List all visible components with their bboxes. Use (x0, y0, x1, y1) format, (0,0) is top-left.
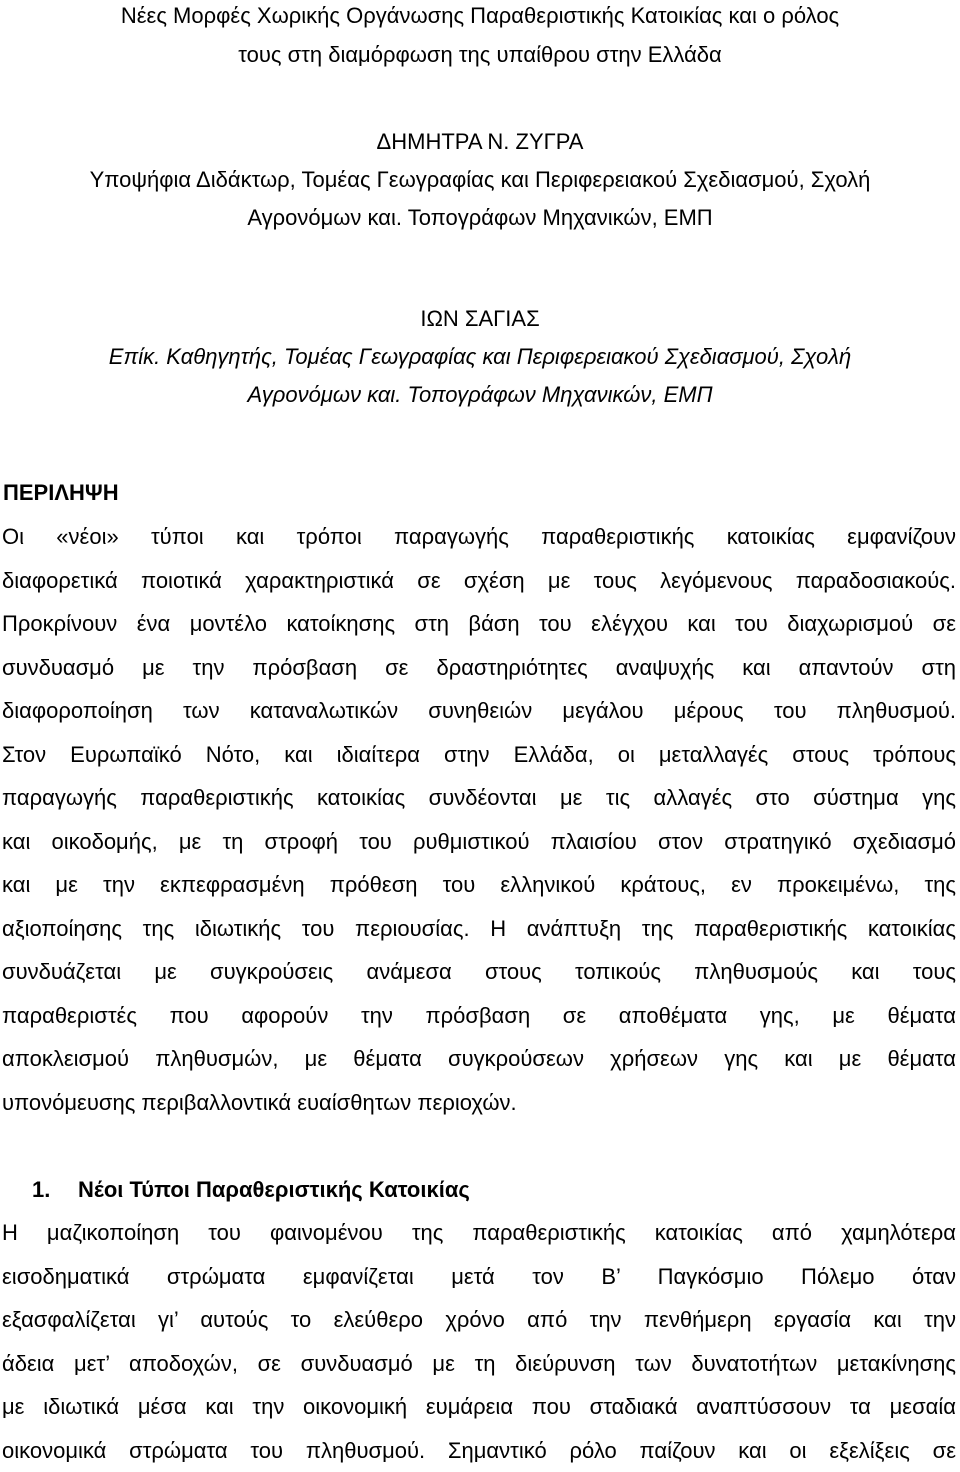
text-line: εισοδηματικά στρώματα εμφανίζεται μετά τον Β’ Παγκόσμιο Πόλεμο όταν (2, 1255, 956, 1299)
text-line: Η μαζικοποίηση του φαινομένου της παραθεριστικής κατοικίας από χαμηλότερα (2, 1211, 956, 1255)
abstract-heading: ΠΕΡΙΛΗΨΗ (3, 474, 119, 512)
text-line: Οι «νέοι» τύποι και τρόποι παραγωγής παραθεριστικής κατοικίας εμφανίζουν (2, 515, 956, 559)
text-line: και με την εκπεφρασμένη πρόθεση του ελληνικού κράτους, εν προκειμένω, της (2, 863, 956, 907)
text-line: συνδυάζεται με συγκρούσεις ανάμεσα στους τοπικούς πληθυσμούς και τους (2, 950, 956, 994)
text-line: οικονομικά στρώματα του πληθυσμού. Σημαντικό ρόλο παίζουν και οι εξελίξεις σε (2, 1429, 956, 1472)
author-affiliation: Υποψήφια Διδάκτωρ, Τομέας Γεωγραφίας και Περιφερειακού Σχεδιασμού, Σχολή (0, 161, 960, 199)
text-line: διαφορετικά ποιοτικά χαρακτηριστικά σε σχέση με τους λεγόμενους παραδοσιακούς. (2, 559, 956, 603)
section-heading (32, 1170, 470, 1210)
text-line: συνδυασμό με την πρόσβαση σε δραστηριότητες αναψυχής και απαντούν στη (2, 646, 956, 690)
text-line: με ιδιωτικά μέσα και την οικονομική ευμάρεια που σταδιακά αναπτύσσουν τα μεσαία (2, 1385, 956, 1429)
title-line: τους στη διαμόρφωση της υπαίθρου στην Ελλάδα (0, 35, 960, 74)
title-line: Νέες Μορφές Χωρικής Οργάνωσης Παραθεριστικής Κατοικίας και ο ρόλος (0, 0, 960, 35)
section-number: 1. (32, 1170, 78, 1210)
author-affiliation: Αγρονόμων και. Τοπογράφων Μηχανικών, ΕΜΠ (0, 376, 960, 414)
text-line: και οικοδομής, με τη στροφή του ρυθμιστικού πλαισίου στον στρατηγικό σχεδιασμό (2, 820, 956, 864)
author-name: ΔΗΜΗΤΡΑ Ν. ΖΥΓΡΑ (0, 123, 960, 161)
text-line: παραθεριστές που αφορούν την πρόσβαση σε αποθέματα γης, με θέματα (2, 994, 956, 1038)
text-line: παραγωγής παραθεριστικής κατοικίας συνδέονται με τις αλλαγές στο σύστημα γης (2, 776, 956, 820)
text-line: Στον Ευρωπαϊκό Νότο, και ιδιαίτερα στην Ελλάδα, οι μεταλλαγές στους τρόπους (2, 733, 956, 777)
author-affiliation: Αγρονόμων και. Τοπογράφων Μηχανικών, ΕΜΠ (0, 199, 960, 237)
author-block-1 (0, 123, 960, 237)
text-line: υπονόμευσης περιβαλλοντικά ευαίσθητων περιοχών. (2, 1081, 956, 1125)
author-block-2 (0, 300, 960, 414)
text-line: αξιοποίησης της ιδιωτικής του περιουσίας. Η ανάπτυξη της παραθεριστικής κατοικίας (2, 907, 956, 951)
author-affiliation: Επίκ. Καθηγητής, Τομέας Γεωγραφίας και Περιφερειακού Σχεδιασμού, Σχολή (0, 338, 960, 376)
abstract-body (2, 515, 956, 1124)
paper-title (0, 0, 960, 74)
section-title: Νέοι Τύποι Παραθεριστικής Κατοικίας (78, 1177, 470, 1202)
author-name: ΙΩΝ ΣΑΓΙΑΣ (0, 300, 960, 338)
text-line: εξασφαλίζεται γι’ αυτούς το ελεύθερο χρόνο από την πενθήμερη εργασία και την (2, 1298, 956, 1342)
text-line: αποκλεισμού πληθυσμών, με θέματα συγκρούσεων χρήσεων γης και με θέματα (2, 1037, 956, 1081)
text-line: διαφοροποίηση των καταναλωτικών συνηθειών μεγάλου μέρους του πληθυσμού. (2, 689, 956, 733)
section-body (2, 1211, 956, 1472)
text-line: Προκρίνουν ένα μοντέλο κατοίκησης στη βάση του ελέγχου και του διαχωρισμού σε (2, 602, 956, 646)
text-line: άδεια μετ’ αποδοχών, σε συνδυασμό με τη διεύρυνση των δυνατοτήτων μετακίνησης (2, 1342, 956, 1386)
